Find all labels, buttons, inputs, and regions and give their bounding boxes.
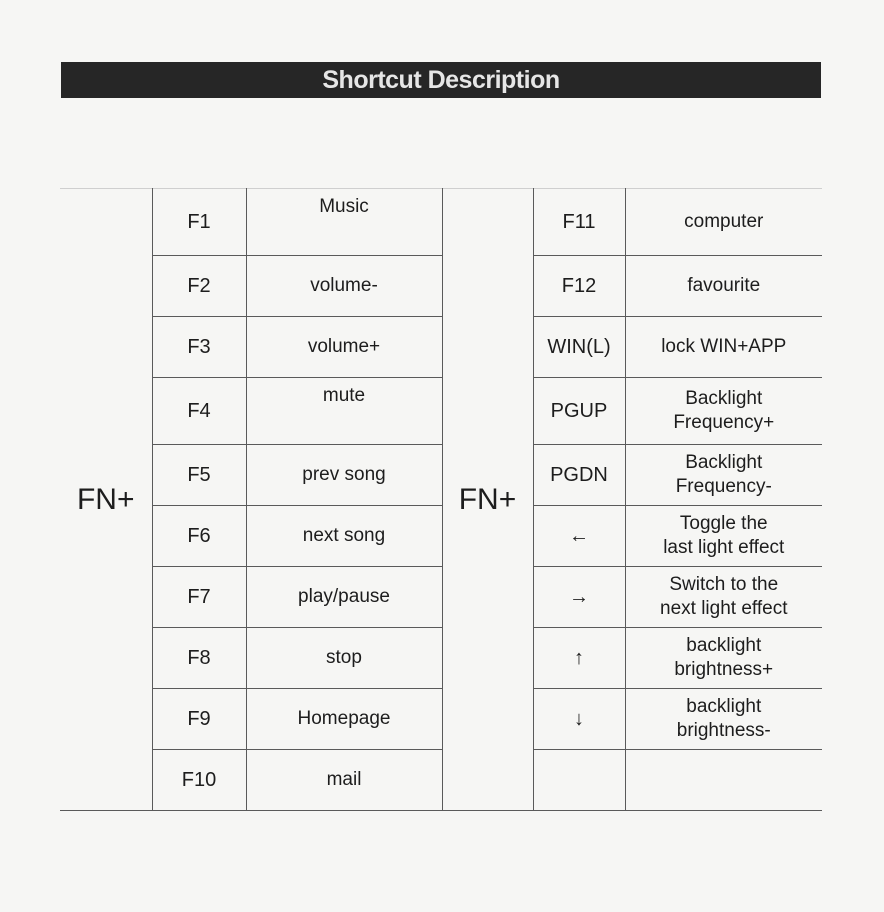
- description-cell: [625, 189, 822, 256]
- table-row: [60, 567, 822, 628]
- description-line: backlight: [686, 696, 762, 717]
- key-cell: PGDN: [533, 445, 625, 506]
- key-cell: F8: [152, 628, 246, 689]
- key-cell: F1: [152, 189, 246, 256]
- description-cell: volume-: [246, 256, 442, 317]
- description-cell: [625, 317, 822, 378]
- description-line: Frequency-: [675, 476, 772, 497]
- key-cell: F11: [533, 189, 625, 256]
- table-row: [60, 189, 822, 256]
- description-line: computer: [684, 211, 764, 232]
- description-cell: prev song: [246, 445, 442, 506]
- description-line: Backlight: [685, 452, 763, 473]
- arrow-left-icon: ←: [533, 506, 625, 567]
- key-cell: F7: [152, 567, 246, 628]
- description-cell: volume+: [246, 317, 442, 378]
- description-cell: next song: [246, 506, 442, 567]
- description-cell: [625, 689, 822, 750]
- description-cell: mail: [246, 750, 442, 811]
- key-cell: PGUP: [533, 378, 625, 445]
- description-line: favourite: [687, 275, 761, 296]
- description-cell: [625, 628, 822, 689]
- key-cell: F12: [533, 256, 625, 317]
- empty-key-cell: [533, 750, 625, 811]
- table-row: [60, 750, 822, 811]
- page-title: Shortcut Description: [322, 65, 560, 94]
- key-cell: F10: [152, 750, 246, 811]
- title-bar: [61, 62, 821, 98]
- description-line: backlight: [686, 635, 762, 656]
- description-cell: mute: [246, 378, 442, 445]
- table-row: [60, 256, 822, 317]
- description-cell: [625, 567, 822, 628]
- key-cell: F5: [152, 445, 246, 506]
- description-line: Toggle the: [679, 513, 768, 534]
- table-row: [60, 317, 822, 378]
- description-line: Frequency+: [673, 412, 775, 433]
- shortcut-table: [60, 188, 822, 811]
- table-row: [60, 445, 822, 506]
- description-cell: [625, 378, 822, 445]
- description-cell: [625, 256, 822, 317]
- description-line: next light effect: [660, 598, 788, 619]
- key-cell: F9: [152, 689, 246, 750]
- key-cell: F6: [152, 506, 246, 567]
- description-line: Backlight: [685, 388, 763, 409]
- key-cell: F3: [152, 317, 246, 378]
- description-line: last light effect: [663, 537, 785, 558]
- arrow-right-icon: →: [533, 567, 625, 628]
- description-cell: play/pause: [246, 567, 442, 628]
- description-line: brightness+: [674, 659, 774, 680]
- key-cell: F4: [152, 378, 246, 445]
- arrow-up-icon: ↑: [533, 628, 625, 689]
- table-row: [60, 628, 822, 689]
- key-cell: F2: [152, 256, 246, 317]
- description-cell: Music: [246, 189, 442, 256]
- fn-modifier-right: FN+: [442, 189, 533, 811]
- description-line: brightness-: [676, 720, 771, 741]
- table-row: [60, 506, 822, 567]
- description-cell: [625, 445, 822, 506]
- description-line: lock WIN+APP: [661, 336, 787, 357]
- empty-description-cell: [625, 750, 822, 811]
- description-cell: [625, 506, 822, 567]
- description-cell: stop: [246, 628, 442, 689]
- table-row: [60, 378, 822, 445]
- fn-modifier-left: FN+: [60, 189, 152, 811]
- key-cell: WIN(L): [533, 317, 625, 378]
- arrow-down-icon: ↓: [533, 689, 625, 750]
- description-cell: Homepage: [246, 689, 442, 750]
- table-row: [60, 689, 822, 750]
- description-line: Switch to the: [669, 574, 779, 595]
